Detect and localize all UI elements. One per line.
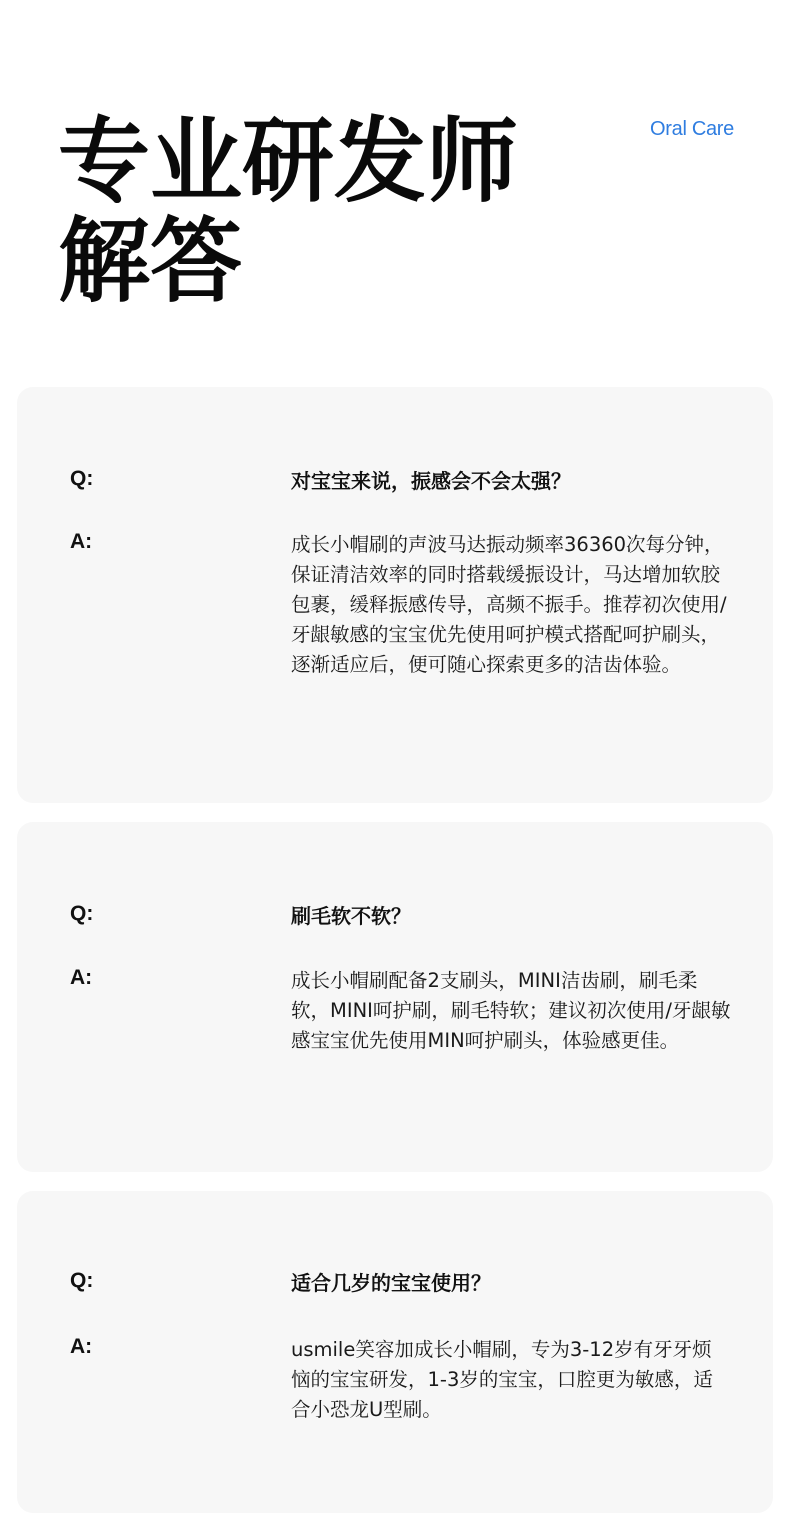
question-label: Q: [70,902,94,925]
question-label: Q: [70,467,94,490]
question-text: 对宝宝来说，振感会不会太强？ [291,469,571,493]
page-title-line-1: 专业研发师 [58,108,519,215]
question-text: 适合几岁的宝宝使用？ [291,1271,491,1295]
qa-card-age-range [17,1191,773,1513]
answer-text: 成长小帽刷配备2支刷头，MINI洁齿刷，刷毛柔软，MINI呵护刷，刷毛特软；建议初次使用/牙龈敏感宝宝优先使用MIN呵护刷头，体验感更佳。 [291,969,731,1052]
brand-tag: Oral Care [650,118,734,140]
qa-card-vibration [17,387,773,803]
answer-text: usmile笑容加成长小帽刷，专为3-12岁有牙牙烦恼的宝宝研发，1-3岁的宝宝，口腔更为敏感，适合小恐龙U型刷。 [291,1338,713,1421]
answer-label: A: [70,966,93,989]
page-title [58,108,519,315]
answer-label: A: [70,1335,93,1358]
question-text: 刷毛软不软？ [291,904,411,928]
answer-label: A: [70,530,93,553]
question-label: Q: [70,1269,94,1292]
answer-text: 成长小帽刷的声波马达振动频率36360次每分钟，保证清洁效率的同时搭载缓振设计，马达增加软胶包裹，缓释振感传导，高频不振手。推荐初次使用/牙龈敏感的宝宝优先使用呵护模式搭配呵护刷头，逐渐适应后，便可随心探索更多的洁齿体验。 [291,533,727,676]
page-title-line-2: 解答 [58,208,243,315]
qa-card-bristles [17,822,773,1172]
